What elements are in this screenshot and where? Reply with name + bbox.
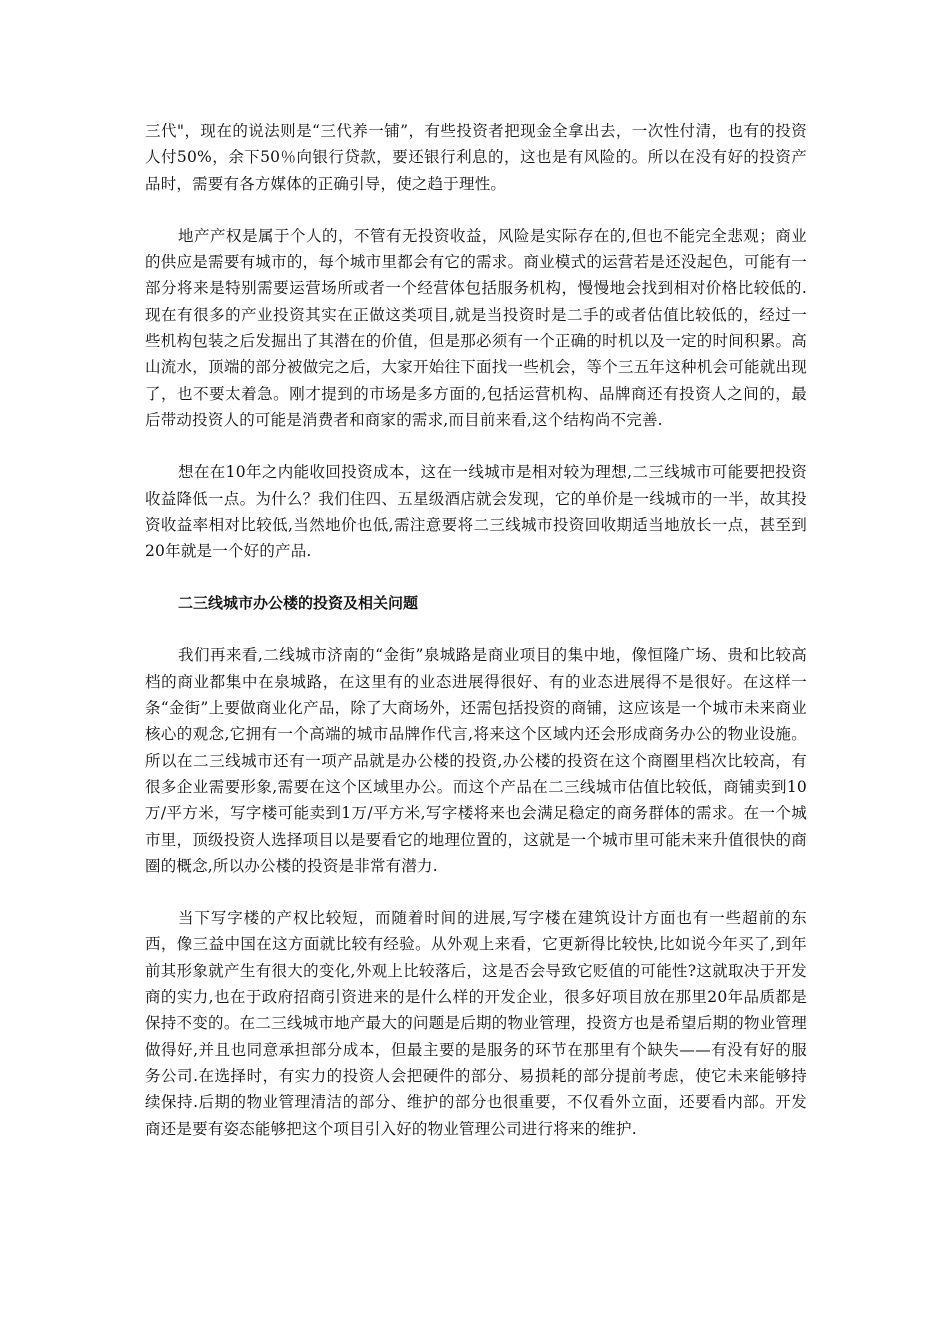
paragraph-property-rights: 地产产权是属于个人的，不管有无投资收益，风险是实际存在的,但也不能完全悲观；商业的供应是需要有城市的，每个城市里都会有它的需求。商业模式的运营若是还没起色，可能有一部分将来是特别需要运营场所或者一个经营体包括服务机构，慢慢地会找到相对价格比较低的.现在有很多的产业投资其实在正做这类项目,就是当投资时是二手的或者估值比较低的，经过一些机构包装之后发掘出了其潜在的价值，但是那必须有一个正确的时机以及一定的时间积累。高山流水，顶端的部分被做完之后，大家开始往下面找一些机会，等个三五年这种机会可能就出现了，也不要太着急。刚才提到的市场是多方面的,包括运营机构、品牌商还有投资人之间的，最后带动投资人的可能是消费者和商家的需求,而目前来看,这个结构尚不完善.	[145, 226, 807, 429]
paragraph-gap	[145, 197, 807, 223]
paragraph-gap	[145, 879, 807, 905]
paragraph-gap	[145, 616, 807, 642]
paragraph-gap	[145, 564, 807, 590]
paragraph-jinan-golden-street: 我们再来看,二线城市济南的“金街”泉城路是商业项目的集中地，像恒隆广场、贵和比较高档的商业都集中在泉城路，在这里有的业态进展得很好、有的业态进展得不是很好。在这样一条“金街”上要做商业化产品，除了大商场外，还需包括投资的商铺，这应该是一个城市未来商业核心的观念,它拥有一个高端的城市品牌作代言,将来这个区域内还会形成商务办公的物业设施。所以在二三线城市还有一项产品就是办公楼的投资,办公楼的投资在这个商圈里档次比较高，有很多企业需要形象,需要在这个区域里办公。而这个产品在二三线城市估值比较低，商铺卖到10万/平方米，写字楼可能卖到1万/平方米,写字楼将来也会满足稳定的商务群体的需求。在一个城市里，顶级投资人选择项目以是要看它的地理位置的，这就是一个城市里可能未来升值很快的商圈的概念,所以办公楼的投资是非常有潜力.	[145, 646, 807, 875]
paragraph-office-property-rights: 当下写字楼的产权比较短，而随着时间的进展,写字楼在建筑设计方面也有一些超前的东西，像三益中国在这方面就比较有经验。从外观上来看，它更新得比较快,比如说今年买了,到年前其形象就产生有很大的变化,外观上比较落后，这是否会导致它贬值的可能性?这就取决于开发商的实力,也在于政府招商引资进来的是什么样的开发企业，很多好项目放在那里20年品质都是保持不变的。在二三线城市地产最大的问题是后期的物业管理，投资方也是希望后期的物业管理做得好,并且也同意承担部分成本，但最主要的是服务的环节在那里有个缺失——有没有好的服务公司.在选择时，有实力的投资人会把硬件的部分、易损耗的部分提前考虑，使它未来能够持续保持.后期的物业管理清洁的部分、维护的部分也很重要，不仅看外立面，还要看内部。开发商还是要有姿态能够把这个项目引入好的物业管理公司进行将来的维护.	[145, 909, 807, 1138]
paragraph-gap	[145, 433, 807, 459]
paragraph-continued: 三代"，现在的说法则是“三代养一铺”，有些投资者把现金全拿出去，一次性付清，也有的投资人付50%，余下50％向银行贷款，要还银行利息的，这也是有风险的。所以在没有好的投资产品时，需要有各方媒体的正确引导，使之趋于理性。	[145, 122, 807, 193]
document-page	[145, 118, 807, 1142]
paragraph-investment-return: 想在在10年之内能收回投资成本，这在一线城市是相对较为理想,二三线城市可能要把投资收益降低一点。为什么？我们住四、五星级酒店就会发现，它的单价是一线城市的一半，故其投资收益率相对比较低,当然地价也低,需注意要将二三线城市投资回收期适当地放长一点，甚至到20年就是一个好的产品.	[145, 463, 807, 561]
section-heading: 二三线城市办公楼的投资及相关问题	[178, 594, 419, 613]
